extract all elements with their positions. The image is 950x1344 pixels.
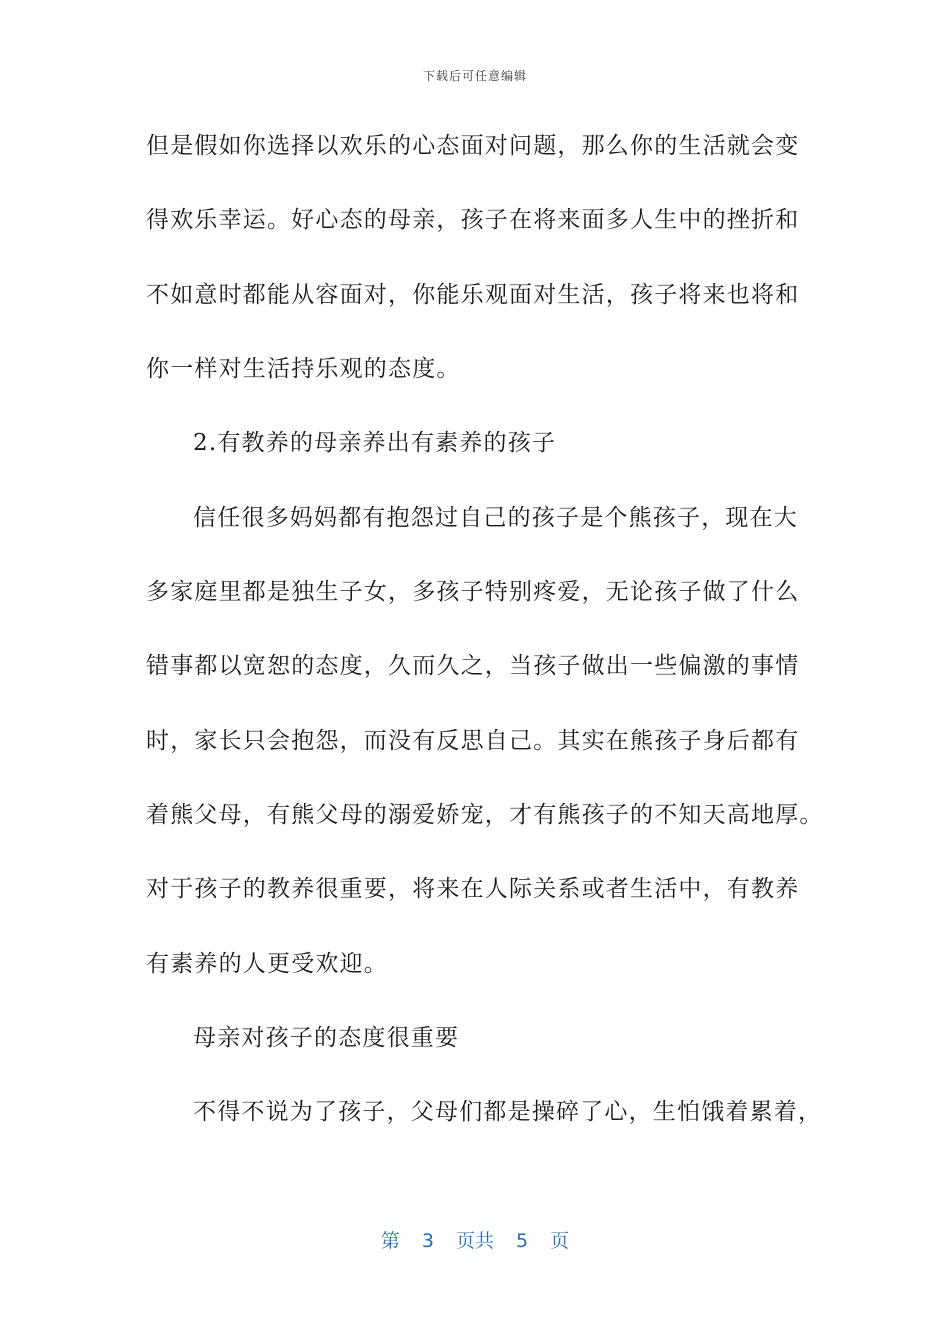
page-header: 下载后可任意编辑	[422, 69, 527, 83]
section-heading: 2.有教养的母亲养出有素养的孩子	[193, 430, 557, 456]
footer-middle: 页共	[455, 1230, 494, 1252]
text-line: 着熊父母，有熊父母的溺爱娇宠，才有熊孩子的不知天高地厚。	[146, 802, 824, 828]
text-line: 不如意时都能从容面对，你能乐观面对生活，孩子将来也将和	[146, 282, 800, 308]
footer-prefix: 第	[380, 1230, 400, 1252]
text-line: 你一样对生活持乐观的态度。	[146, 356, 461, 382]
text-line: 不得不说为了孩子，父母们都是操碎了心，生怕饿着累着，	[193, 1099, 823, 1125]
section-heading: 母亲对孩子的态度很重要	[193, 1025, 460, 1051]
page-footer	[0, 1226, 950, 1253]
footer-suffix: 页	[550, 1230, 570, 1252]
current-page-number: 3	[421, 1230, 434, 1252]
text-line: 错事都以宽恕的态度，久而久之，当孩子做出一些偏激的事情	[146, 653, 800, 679]
text-line: 信任很多妈妈都有抱怨过自己的孩子是个熊孩子，现在大	[193, 505, 798, 531]
text-line: 有素养的人更受欢迎。	[146, 951, 388, 977]
total-pages-number: 5	[516, 1230, 529, 1252]
text-line: 对于孩子的教养很重要，将来在人际关系或者生活中，有教养	[146, 876, 800, 902]
text-line: 但是假如你选择以欢乐的心态面对问题，那么你的生活就会变	[146, 133, 800, 159]
text-line: 时，家长只会抱怨，而没有反思自己。其实在熊孩子身后都有	[146, 728, 800, 754]
text-line: 得欢乐幸运。好心态的母亲，孩子在将来面多人生中的挫折和	[146, 207, 800, 233]
text-line: 多家庭里都是独生子女，多孩子特别疼爱，无论孩子做了什么	[146, 579, 800, 605]
